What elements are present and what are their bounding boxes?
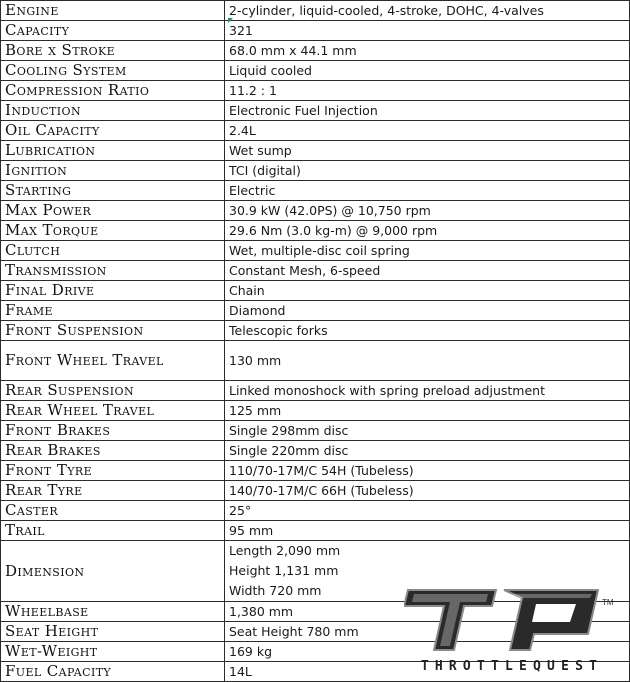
table-row [1,1,630,21]
table-row [1,81,630,101]
spec-label: Engine [1,1,225,21]
table-row [1,481,630,501]
spec-label: Lubrication [1,141,225,161]
table-row [1,201,630,221]
table-row [1,101,630,121]
spec-value: Single 220mm disc [225,441,630,461]
spec-value: 25° [225,501,630,521]
spec-label: Rear Suspension [1,381,225,401]
table-row [1,381,630,401]
spec-label: Caster [1,501,225,521]
spec-label: Oil Capacity [1,121,225,141]
spec-value: 95 mm [225,521,630,541]
dimension-height: Height 1,131 mm [229,563,339,578]
table-row [1,141,630,161]
table-row [1,41,630,61]
tq-logo-mark-icon [404,584,604,656]
spec-value: Wet sump [225,141,630,161]
spec-value: 110/70-17M/C 54H (Tubeless) [225,461,630,481]
spec-label: Front Tyre [1,461,225,481]
spec-value: 140/70-17M/C 66H (Tubeless) [225,481,630,501]
spec-value: Chain [225,281,630,301]
table-row [1,121,630,141]
spec-value: 14L [225,662,630,682]
spec-label: Max Power [1,201,225,221]
spec-label: Clutch [1,241,225,261]
spec-value: 169 kg [225,642,630,662]
spec-label: Bore x Stroke [1,41,225,61]
table-row [1,281,630,301]
spec-label: Final Drive [1,281,225,301]
spec-value: 11.2 : 1 [225,81,630,101]
dimension-length: Length 2,090 mm [229,543,341,558]
table-row [1,401,630,421]
spec-label: Wheelbase [1,602,225,622]
spec-label: Ignition [1,161,225,181]
spec-label: Compression Ratio [1,81,225,101]
table-row [1,241,630,261]
spec-value: 321 [225,21,630,41]
spec-value: 130 mm [225,341,630,381]
table-row [1,321,630,341]
spec-value: Liquid cooled [225,61,630,81]
spec-value: Telescopic forks [225,321,630,341]
spec-label: Starting [1,181,225,201]
spec-label: Frame [1,301,225,321]
table-row [1,261,630,281]
spec-label: Rear Wheel Travel [1,401,225,421]
spec-label: Wet-Weight [1,642,225,662]
spec-value: Electric [225,181,630,201]
spec-label: Rear Tyre [1,481,225,501]
trademark-mark: TM [602,598,614,607]
spec-value: 2-cylinder, liquid-cooled, 4-stroke, DOHC, 4-valves [225,1,630,21]
spec-value: 68.0 mm x 44.1 mm [225,41,630,61]
table-row [1,161,630,181]
spec-value: 2.4L [225,121,630,141]
spec-value: 1,380 mm [225,602,630,622]
spec-value: Linked monoshock with spring preload adjustment [225,381,630,401]
spec-label: Fuel Capacity [1,662,225,682]
table-row [1,61,630,81]
spec-label: Trail [1,521,225,541]
table-row [1,21,630,41]
spec-value: Electronic Fuel Injection [225,101,630,121]
table-row [1,521,630,541]
dimension-width: Width 720 mm [229,583,322,598]
table-row [1,341,630,381]
spec-label: Cooling System [1,61,225,81]
spec-label: Front Suspension [1,321,225,341]
table-row [1,421,630,441]
spec-label: Seat Height [1,622,225,642]
table-row [1,501,630,521]
spec-value: 30.9 kW (42.0PS) @ 10,750 rpm [225,201,630,221]
throttlequest-logo [404,584,626,680]
spec-value: 29.6 Nm (3.0 kg-m) @ 9,000 rpm [225,221,630,241]
spec-value: 125 mm [225,401,630,421]
table-row [1,181,630,201]
spec-value: Constant Mesh, 6-speed [225,261,630,281]
table-row [1,221,630,241]
spec-label: Dimension [1,541,225,602]
spec-label: Induction [1,101,225,121]
spec-value: Wet, multiple-disc coil spring [225,241,630,261]
spec-label: Rear Brakes [1,441,225,461]
spec-value: Single 298mm disc [225,421,630,441]
spec-label: Capacity [1,21,225,41]
spec-value: Diamond [225,301,630,321]
spec-label: Transmission [1,261,225,281]
table-row [1,301,630,321]
table-row [1,441,630,461]
spec-value: TCI (digital) [225,161,630,181]
table-row [1,461,630,481]
spec-label: Front Brakes [1,421,225,441]
cell-comment-marker [228,18,233,23]
spec-label: Max Torque [1,221,225,241]
spec-value: Seat Height 780 mm [225,622,630,642]
spec-label: Front Wheel Travel [1,341,225,381]
logo-wordmark: THROTTLEQUEST [420,659,604,674]
